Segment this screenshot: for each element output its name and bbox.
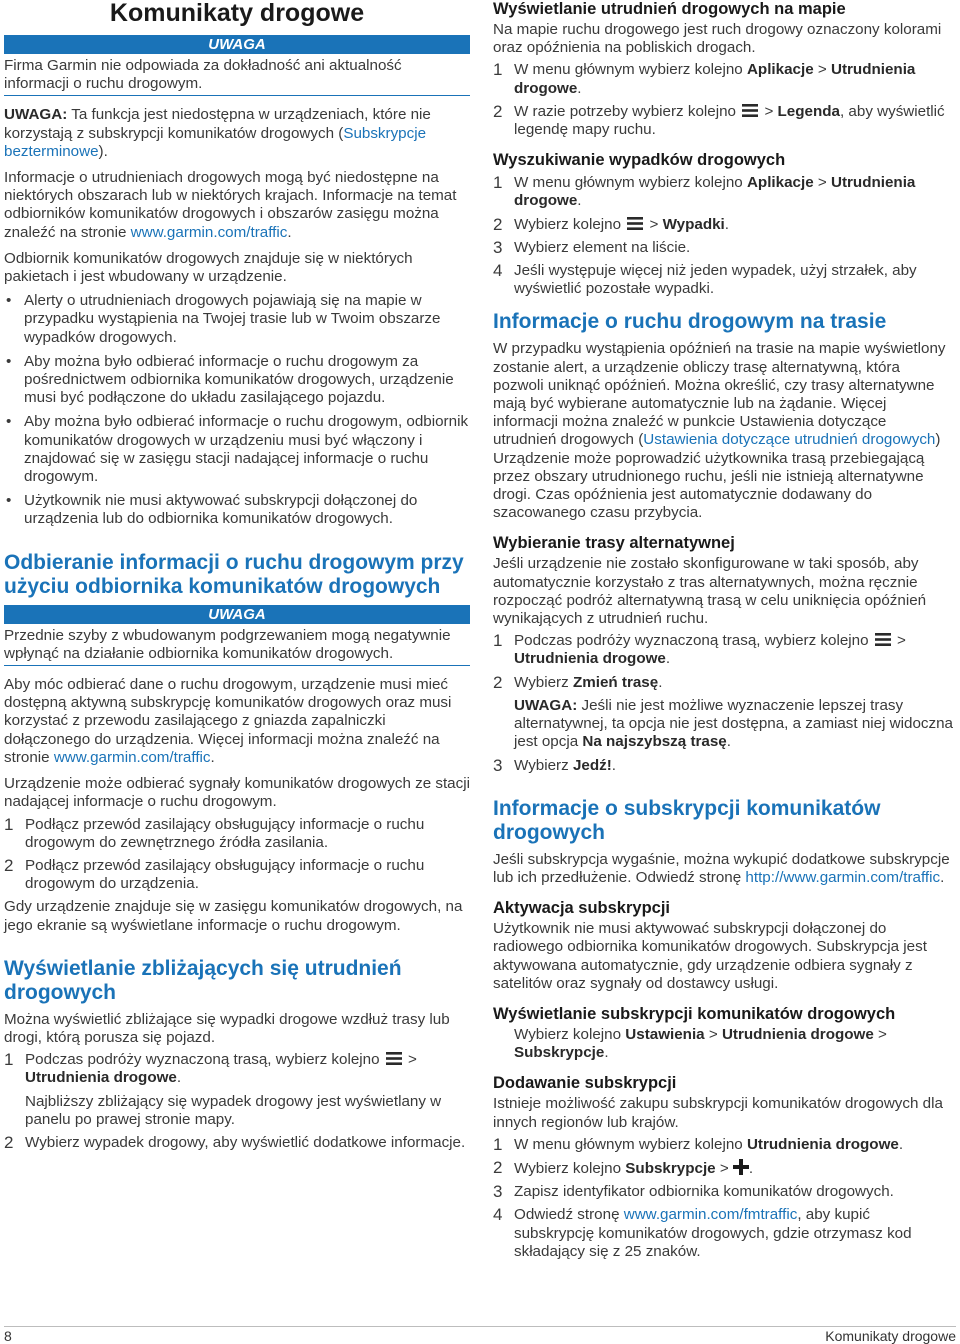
link-garmin-fmtraffic[interactable]: www.garmin.com/fmtraffic	[623, 1206, 798, 1224]
heading-alternate-route: Wybieranie trasy alternatywnej	[493, 534, 735, 553]
list-item: • Aby można było odbierać informacje o ruchu drogowym, odbiornik komunikatów drogowych w urządzeniu musi być włączony i znajdować się w zasięgu stacji nadającej informacje o ruchu drogowym.	[6, 413, 469, 486]
notice-label: UWAGA	[4, 605, 470, 624]
notice-text: Firma Garmin nie odpowiada za dokładność ani aktualność informacji o ruchu drogowym.	[4, 57, 402, 93]
right-column	[493, 0, 953, 1266]
add-steps	[493, 1136, 953, 1261]
page-footer	[4, 1326, 956, 1344]
subscription-info-paragraph: Jeśli subskrypcja wygaśnie, można wykupić dodatkowe subskrypcje lub ich przedłużenie. Odwiedź stronę http://www.garmin.com/traffic.	[493, 850, 950, 886]
route-paragraph: W przypadku wystąpienia opóźnień na trasie na mapie wyświetlony zostanie alert, a urządzenie obliczy trasę alternatywną, która pozwoli uniknąć opóźnień. Można określić, czy trasy alternatywne mają być wybierane automatycznie lub na żądanie. Więcej informacji można znaleźć w punkcie Ustawienia dotyczące utrudnień drogowych (Ustawienia dotyczące utrudnień drogowych) Urządzenie może poprowadzić użytkownika trasą przebiegającą przez obszary utrudnionego ruchu, jeśli nie istnieją alternatywne drogi. Czas opóźnienia jest automatycznie dodawany do szacowanego czasu przybycia.	[493, 340, 946, 522]
step-note: UWAGA: Jeśli nie jest możliwe wyznaczenie lepszej trasy alternatywnej, ta opcja nie jest dostępna, a zamiast niej widoczna jest opcja Na najszybszą trasę.	[514, 696, 953, 751]
subscription-paragraph: Aby móc odbierać dane o ruchu drogowym, urządzenie musi mieć dostępną aktywną subskrypcję komunikatów drogowych oraz musi korzystać z przewodu zasilającego z gniazda zapalniczki dołączonego do urządzenia. Więcej informacji można znaleźć na stronie www.garmin.com/traffic.	[4, 676, 452, 766]
link-garmin-traffic[interactable]: http://www.garmin.com/traffic	[745, 868, 941, 886]
heading-activate: Aktywacja subskrypcji	[493, 899, 671, 918]
heading-receiver: Odbieranie informacji o ruchu drogowym przy użyciu odbiornika komunikatów drogowych	[4, 550, 464, 598]
list-item: • Alerty o utrudnieniach drogowych pojawiają się na mapie w przypadku wystąpienia na Twojej trasie lub w Twoim obszarze wypadków drogowych.	[6, 292, 441, 346]
alternate-paragraph: Jeśli urządzenie nie zostało skonfigurowane w taki sposób, aby automatycznie korzystało z tras alternatywnych, można ręcznie rozpocząć podróż alternatywną trasą w celu uniknięcia opóźnień wynikających z utrudnień ruchu.	[493, 555, 927, 628]
notice-divider	[4, 95, 470, 96]
signal-paragraph: Urządzenie może odbierać sygnały komunikatów drogowych ze stacji nadającej informacje o ruchu drogowym.	[4, 775, 470, 811]
page-number: 8	[4, 1328, 12, 1344]
heading-route-traffic: Informacje o ruchu drogowym na trasie	[493, 310, 887, 334]
left-column	[4, 0, 470, 1157]
menu-icon	[742, 104, 758, 117]
heading-view-subscriptions: Wyświetlanie subskrypcji komunikatów drogowych	[493, 1004, 896, 1023]
menu-icon	[386, 1052, 402, 1065]
notice-divider	[4, 665, 470, 666]
step-item: 1 W menu głównym wybierz kolejno Aplikacje > Utrudnienia drogowe.	[493, 173, 916, 210]
plus-icon	[733, 1159, 749, 1175]
step-item: 1 Podczas podróży wyznaczoną trasą, wybierz kolejno > Utrudnienia drogowe. Najbliższy zbliżający się wypadek drogowy jest wyświetlany w panelu po prawej stronie mapy.	[4, 1051, 470, 1129]
range-paragraph: Gdy urządzenie znajduje się w zasięgu komunikatów drogowych, na jego ekranie są wyświetlane informacje o ruchu drogowym.	[4, 898, 463, 934]
link-traffic-settings[interactable]: Ustawienia dotyczące utrudnień drogowych	[643, 431, 936, 449]
step-item: 2 Wybierz Zmień trasę. UWAGA: Jeśli nie jest możliwe wyznaczenie lepszej trasy alternatywnej, ta opcja nie jest dostępna, a zamiast niej widoczna jest opcja Na najszybszą trasę.	[493, 672, 953, 751]
view-subscriptions-paragraph: Wybierz kolejno Ustawienia > Utrudnienia drogowe > Subskrypcje.	[514, 1025, 887, 1062]
bullet-list	[4, 292, 470, 528]
link-subscriptions[interactable]: Subskrypcje bezterminowe	[4, 124, 427, 160]
footer-chapter-title: Komunikaty drogowe	[825, 1328, 956, 1344]
menu-icon	[875, 633, 891, 646]
map-paragraph: Na mapie ruchu drogowego jest ruch drogowy oznaczony kolorami oraz opóźnienia na pobliskich drogach.	[493, 21, 942, 57]
list-item: • Aby można było odbierać informacje o ruchu drogowym za pośrednictwem odbiornika komunikatów drogowych, urządzenie musi być podłączone do układu zasilającego pojazdu.	[6, 352, 454, 407]
step-item: 2 Wybierz kolejno > Wypadki.	[493, 214, 730, 234]
receiver-info-paragraph: Odbiornik komunikatów drogowych znajduje się w niektórych pakietach i jest wbudowany w urządzenie.	[4, 249, 413, 286]
heading-upcoming: Wyświetlanie zbliżających się utrudnień drogowych	[4, 956, 402, 1004]
link-garmin-traffic[interactable]: www.garmin.com/traffic	[53, 748, 211, 766]
upcoming-paragraph: Można wyświetlić zbliżające się wypadki drogowe wzdłuż trasy lub drogi, którą porusza się pojazd.	[4, 1010, 450, 1046]
menu-icon	[627, 217, 643, 230]
availability-paragraph: Informacje o utrudnieniach drogowych mogą być niedostępne na niektórych obszarach lub w niektórych krajach. Informacje na temat odbiorników komunikatów drogowych i obszarów zasięgu można znaleźć na stronie www.garmin.com/traffic.	[4, 169, 457, 241]
search-steps	[493, 174, 953, 298]
step-item: 2 Wybierz kolejno Subskrypcje > .	[493, 1157, 754, 1177]
step-item: 1 Podczas podróży wyznaczoną trasą, wybierz kolejno > Utrudnienia drogowe.	[493, 631, 906, 668]
note-paragraph: UWAGA: Ta funkcja jest niedostępna w urządzeniach, które nie korzystają z subskrypcji komunikatów drogowych (Subskrypcje bezterminowe).	[4, 106, 431, 160]
step-item: 3 Wybierz element na liście.	[493, 237, 691, 257]
step-item: 2 Wybierz wypadek drogowy, aby wyświetlić dodatkowe informacje.	[4, 1132, 466, 1152]
step-item: 1 W menu głównym wybierz kolejno Utrudnienia drogowe.	[493, 1134, 904, 1154]
upcoming-steps	[4, 1051, 470, 1152]
list-item: • Użytkownik nie musi aktywować subskrypcji dołączonej do urządzenia lub do odbiornika komunikatów drogowych.	[6, 492, 418, 528]
alternate-steps	[493, 632, 953, 774]
chapter-title: Komunikaty drogowe	[109, 0, 365, 27]
step-item: 4 Odwiedź stronę www.garmin.com/fmtraffic, aby kupić subskrypcję komunikatów drogowych, gdzie otrzymasz kod składający się z 25 znaków.	[493, 1205, 912, 1260]
link-garmin-traffic[interactable]: www.garmin.com/traffic	[130, 223, 288, 241]
step-item: 1 Podłącz przewód zasilający obsługujący informacje o ruchu drogowym do zewnętrznego źródła zasilania.	[4, 814, 425, 851]
step-note: Najbliższy zbliżający się wypadek drogowy jest wyświetlany w panelu po prawej stronie mapy.	[25, 1092, 442, 1128]
step-item: 3 Zapisz identyfikator odbiornika komunikatów drogowych.	[493, 1182, 894, 1202]
heading-subscription-info: Informacje o subskrypcji komunikatów drogowych	[493, 796, 881, 844]
step-item: 2 W razie potrzeby wybierz kolejno > Legenda, aby wyświetlić legendę mapy ruchu.	[493, 101, 945, 139]
activate-paragraph: Użytkownik nie musi aktywować subskrypcji dołączonej do radiowego odbiornika komunikatów drogowych. Subskrypcja jest aktywowana automatycznie, gdy urządzenie odbiera sygnały z satelitów oraz sygnały od dostawcy usługi.	[493, 920, 927, 992]
heading-add-subscription: Dodawanie subskrypcji	[493, 1074, 677, 1093]
map-steps	[493, 61, 953, 139]
add-paragraph: Istnieje możliwość zakupu subskrypcji komunikatów drogowych dla innych regionów lub krajów.	[493, 1095, 943, 1131]
step-item: 2 Podłącz przewód zasilający obsługujący informacje o ruchu drogowym do urządzenia.	[4, 855, 425, 893]
step-item: 1 W menu głównym wybierz kolejno Aplikacje > Utrudnienia drogowe.	[493, 60, 916, 97]
heading-search: Wyszukiwanie wypadków drogowych	[493, 151, 786, 170]
receiver-steps	[4, 816, 470, 894]
heading-map: Wyświetlanie utrudnień drogowych na mapie	[493, 0, 846, 18]
step-item: 4 Jeśli występuje więcej niż jeden wypadek, użyj strzałek, aby wyświetlić pozostałe wypadki.	[493, 261, 917, 298]
step-item: 3 Wybierz Jedź!.	[493, 755, 616, 775]
notice-label: UWAGA	[4, 35, 470, 54]
notice-text: Przednie szyby z wbudowanym podgrzewaniem mogą negatywnie wpłynąć na działanie odbiornika komunikatów drogowych.	[4, 626, 451, 662]
